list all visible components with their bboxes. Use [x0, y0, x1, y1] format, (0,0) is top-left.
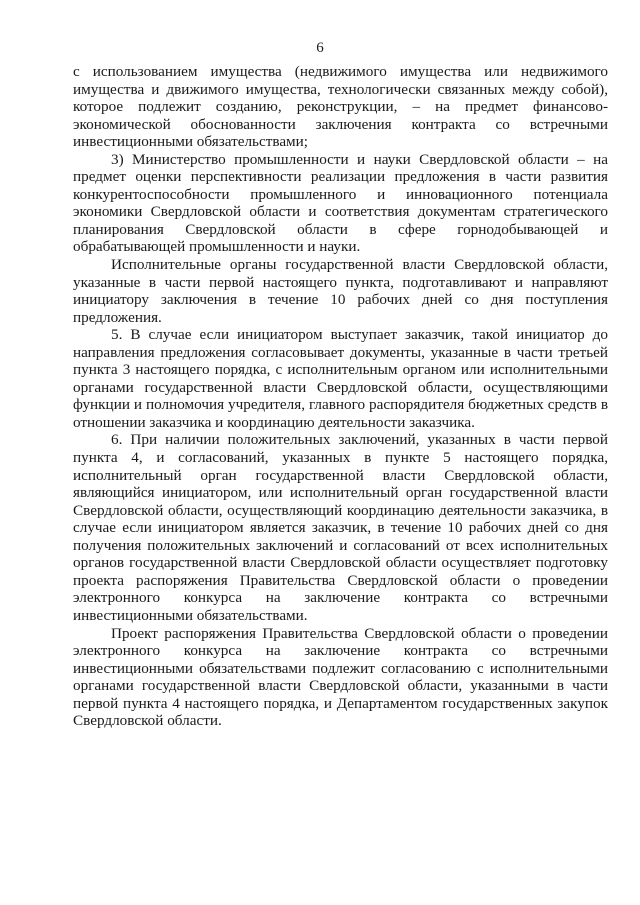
paragraph-draft-order: Проект распоряжения Правительства Свердловской области о проведении электронного конкурса на заключение контракта со встречными инвестиционными обязательствами подлежит согласованию с исполнительными органами государственной власти Свердловской области, указанными в части первой пункта 4 настоящего порядка, и Департаментом государственных закупок Свердловской области. [73, 624, 608, 730]
paragraph-item-5: 5. В случае если инициатором выступает заказчик, такой инициатор до направления предложения согласовывает документы, указанные в части третьей пункта 3 настоящего порядка, с исполнительным органом или исполнительными органами государственной власти Свердловской области, осуществляющими функции и полномочия учредителя, главного распорядителя бюджетных средств в отношении заказчика и координацию деятельности заказчика. [73, 326, 608, 431]
paragraph-item-6: 6. При наличии положительных заключений, указанных в части первой пункта 4, и согласований, указанных в пункте 5 настоящего порядка, исполнительный орган государственной власти Свердловской области, являющийся инициатором, или исполнительный орган государственной власти Свердловской области, осуществляющий координацию деятельности заказчика, в случае если инициатором является заказчик, в течение 10 рабочих дней со дня получения положительных заключений и согласований от всех исполнительных органов государственной власти Свердловской области осуществляет подготовку проекта распоряжения Правительства Свердловской области о проведении электронного конкурса на заключение контракта со встречными инвестиционными обязательствами. [73, 431, 608, 624]
paragraph-ministry-industry: 3) Министерство промышленности и науки Свердловской области – на предмет оценки перспективности реализации предложения в части развития конкурентоспособности промышленного и инновационного потенциала экономики Свердловской области и соответствия документам стратегического планирования Свердловской области в сфере горнодобывающей и обрабатывающей промышленности и науки. [73, 150, 608, 256]
page-number: 6 [316, 40, 324, 56]
paragraph-executive-bodies: Исполнительные органы государственной власти Свердловской области, указанные в части первой настоящего пункта, подготавливают и направляют инициатору заключения в течение 10 рабочих дней со дня поступления предложения. [73, 256, 608, 326]
paragraph-continuation: с использованием имущества (недвижимого имущества или недвижимого имущества и движимого имущества, технологически связанных между собой), которое подлежит созданию, реконструкции, – на предмет финансово-экономической обоснованности заключения контракта со встречными инвестиционными обязательствами; [73, 63, 608, 151]
document-body [73, 63, 608, 730]
